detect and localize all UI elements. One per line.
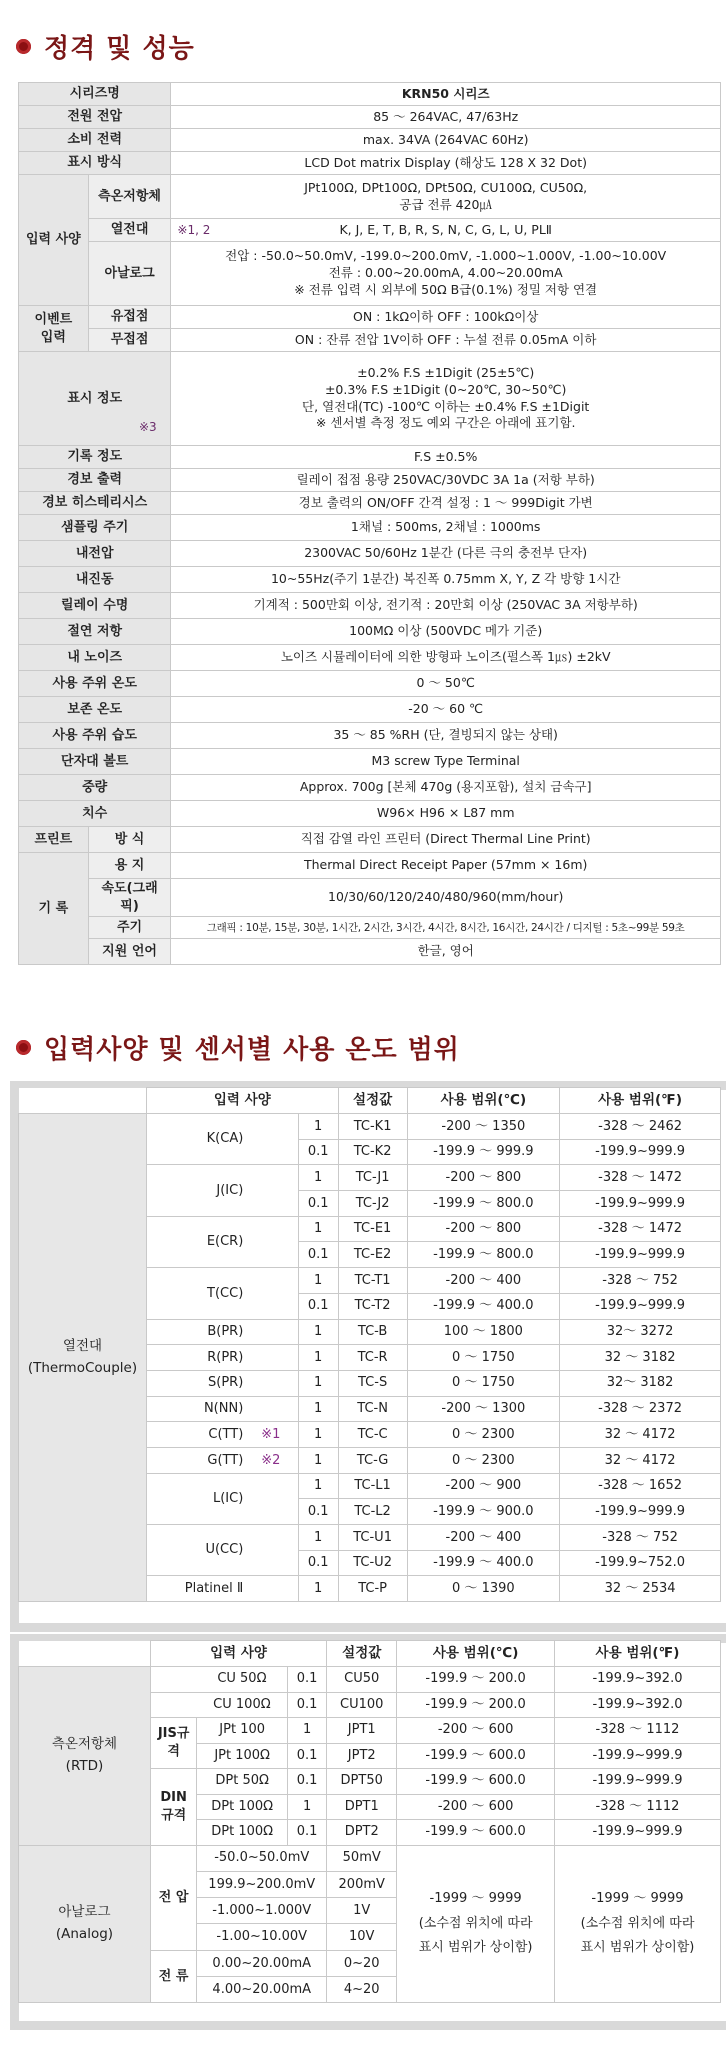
- analog-range: -1.000~1.000V: [197, 1898, 327, 1924]
- setting-value: TC-L2: [338, 1499, 407, 1525]
- sensor-type: B(PR): [146, 1319, 261, 1345]
- header-input-spec: 입력 사양: [150, 1641, 326, 1667]
- spec-key: 입력 사양: [19, 175, 89, 306]
- range-fahrenheit: -328 ～ 1112: [554, 1718, 720, 1744]
- spec-table: [18, 82, 721, 965]
- range-celsius: -199.9 ～ 800.0: [407, 1242, 560, 1268]
- spec-key: 시리즈명: [19, 83, 171, 106]
- spec-value: [171, 242, 721, 306]
- group-label-line: (Analog): [55, 1925, 114, 1942]
- group-label: [19, 1667, 151, 1846]
- spec-value: Approx. 700g [본체 470g (용지포함), 설치 금속구]: [171, 775, 721, 801]
- spec-value: 경보 출력의 ON/OFF 간격 설정 : 1 ～ 999Digit 가변: [171, 492, 721, 515]
- range-fahrenheit: 32 ～ 4172: [560, 1422, 721, 1448]
- spec-value: W96× H96 × L87 mm: [171, 801, 721, 827]
- resolution: 0.1: [288, 1692, 327, 1718]
- range-celsius: -199.9 ～ 200.0: [397, 1692, 555, 1718]
- sensor-type: CU 100Ω: [197, 1692, 288, 1718]
- section-title-specs: 정격 및 성능: [16, 26, 195, 66]
- resolution: 1: [298, 1165, 338, 1191]
- setting-value: TC-P: [338, 1576, 407, 1602]
- spec-value: 2300VAC 50/60Hz 1분간 (다른 극의 충전부 단자): [171, 541, 721, 567]
- range-celsius: -200 ～ 600: [397, 1718, 555, 1744]
- sensor-type: DPt 100Ω: [197, 1820, 288, 1846]
- spec-key: 기 록: [19, 853, 89, 965]
- tc-range-table: [18, 1087, 721, 1602]
- sensor-type: N(NN): [146, 1396, 261, 1422]
- resolution: 0.1: [288, 1667, 327, 1693]
- footnote-mark: [261, 1396, 298, 1422]
- spec-subkey: 용 지: [88, 853, 171, 879]
- footnote-mark: [261, 1216, 298, 1267]
- spec-key: 보존 온도: [19, 697, 171, 723]
- sensor-type: L(IC): [146, 1473, 261, 1524]
- group-label-line: 아날로그: [58, 1904, 111, 1921]
- range-fahrenheit: 32～ 3272: [560, 1319, 721, 1345]
- spec-key: 내전압: [19, 541, 171, 567]
- setting-value: TC-U1: [338, 1525, 407, 1551]
- spec-value: LCD Dot matrix Display (해상도 128 X 32 Dot): [171, 152, 721, 175]
- sensor-type: Platinel Ⅱ: [146, 1576, 261, 1602]
- setting-value: DPT50: [327, 1769, 397, 1795]
- range-celsius: -199.9 ～ 600.0: [397, 1769, 555, 1795]
- range-celsius: -200 ～ 1350: [407, 1114, 560, 1140]
- range-fahrenheit: -328 ～ 2462: [560, 1114, 721, 1140]
- range-line: -1999 ～ 9999: [429, 1890, 522, 1906]
- sensor-type: K(CA): [146, 1114, 261, 1165]
- spec-value: max. 34VA (264VAC 60Hz): [171, 129, 721, 152]
- spec-key: 표시 방식: [19, 152, 171, 175]
- range-fahrenheit: -328 ～ 1472: [560, 1216, 721, 1242]
- range-celsius: -200 ～ 400: [407, 1268, 560, 1294]
- setting-value: TC-B: [338, 1319, 407, 1345]
- analog-range: 4.00~20.00mA: [197, 1976, 327, 2002]
- spec-value: ON : 1kΩ이하 OFF : 100kΩ이상: [171, 306, 721, 329]
- setting-value: TC-K2: [338, 1139, 407, 1165]
- setting-value: TC-T2: [338, 1293, 407, 1319]
- spec-key: 치수: [19, 801, 171, 827]
- footnote-mark: ※1: [261, 1422, 298, 1448]
- range-line: 표시 범위가 상이함): [580, 1940, 695, 1956]
- footnote-mark: [261, 1370, 298, 1396]
- resolution: 1: [298, 1345, 338, 1371]
- setting-value: TC-C: [338, 1422, 407, 1448]
- range-fahrenheit: -328 ～ 1112: [554, 1794, 720, 1820]
- resolution: 1: [298, 1114, 338, 1140]
- range-celsius: -199.9 ～ 600.0: [397, 1743, 555, 1769]
- resolution: 1: [288, 1718, 327, 1744]
- spec-subkey: 지원 언어: [88, 939, 171, 965]
- setting-value: TC-J1: [338, 1165, 407, 1191]
- spec-value: 노이즈 시뮬레이터에 의한 방형파 노이즈(펄스폭 1㎲) ±2kV: [171, 645, 721, 671]
- sensor-type: E(CR): [146, 1216, 261, 1267]
- sensor-type: JPt 100: [197, 1718, 288, 1744]
- spec-value: 직접 감열 라인 프린터 (Direct Thermal Line Print): [171, 827, 721, 853]
- range-celsius: -200 ～ 800: [407, 1216, 560, 1242]
- resolution: 1: [298, 1370, 338, 1396]
- range-fahrenheit: -199.9~999.9: [560, 1242, 721, 1268]
- spec-key: 경보 히스테리시스: [19, 492, 171, 515]
- setting-value: 0~20: [327, 1950, 397, 1976]
- footnote-mark: [261, 1345, 298, 1371]
- spec-subkey: 아날로그: [88, 242, 171, 306]
- group-label: [19, 1114, 147, 1602]
- footnote-mark: [261, 1268, 298, 1319]
- resolution: 1: [298, 1268, 338, 1294]
- resolution: 0.1: [298, 1191, 338, 1217]
- analog-range: -50.0~50.0mV: [197, 1845, 327, 1871]
- setting-value: TC-L1: [338, 1473, 407, 1499]
- header-setting: 설정값: [327, 1641, 397, 1667]
- header-range-c: 사용 범위(℃): [397, 1641, 555, 1667]
- bullet-icon: [16, 39, 31, 54]
- footnote-mark: [261, 1319, 298, 1345]
- range-celsius: -199.9 ～ 999.9: [407, 1139, 560, 1165]
- group-label-line: 측온저항체: [51, 1736, 118, 1753]
- group-label-line: (RTD): [65, 1757, 104, 1774]
- range-celsius: -199.9 ～ 200.0: [397, 1667, 555, 1693]
- range-celsius: [397, 1845, 555, 2003]
- setting-value: TC-S: [338, 1370, 407, 1396]
- resolution: 0.1: [298, 1293, 338, 1319]
- analog-type: 전 류: [150, 1950, 196, 2003]
- range-celsius: -200 ～ 400: [407, 1525, 560, 1551]
- spec-subkey: 열전대: [88, 219, 171, 242]
- group-label-line: (ThermoCouple): [27, 1359, 138, 1376]
- sensor-type: C(TT): [146, 1422, 261, 1448]
- range-celsius: 0 ～ 1750: [407, 1370, 560, 1396]
- range-celsius: -199.9 ～ 800.0: [407, 1191, 560, 1217]
- range-celsius: 0 ～ 1750: [407, 1345, 560, 1371]
- resolution: 1: [298, 1525, 338, 1551]
- spec-key: 내 노이즈: [19, 645, 171, 671]
- resolution: 1: [298, 1473, 338, 1499]
- spec-value: [171, 352, 721, 446]
- range-fahrenheit: 32 ～ 3182: [560, 1345, 721, 1371]
- setting-value: JPT2: [327, 1743, 397, 1769]
- setting-value: DPT2: [327, 1820, 397, 1846]
- value-line: ※ 전류 입력 시 외부에 50Ω B급(0.1%) 정밀 저항 연결: [294, 281, 598, 297]
- value-text: K, J, E, T, B, R, S, N, C, G, L, U, PLⅡ: [339, 221, 552, 237]
- range-line: (소수점 위치에 따라: [580, 1915, 695, 1931]
- value-line: 단, 열전대(TC) -100℃ 이하는 ±0.4% F.S ±1Digit: [302, 398, 590, 414]
- resolution: 1: [288, 1794, 327, 1820]
- spec-value: KRN50 시리즈: [171, 83, 721, 106]
- spec-value: 기계적 : 500만회 이상, 전기적 : 20만회 이상 (250VAC 3A 저항부하): [171, 593, 721, 619]
- setting-value: 200mV: [327, 1871, 397, 1897]
- sensor-type: G(TT): [146, 1447, 261, 1473]
- spec-subkey: 무접점: [88, 329, 171, 352]
- resolution: 1: [298, 1576, 338, 1602]
- footnote-mark: [261, 1576, 298, 1602]
- blank-cell: [150, 1692, 196, 1718]
- setting-value: JPT1: [327, 1718, 397, 1744]
- setting-value: 4~20: [327, 1976, 397, 2002]
- setting-value: TC-K1: [338, 1114, 407, 1140]
- spec-key: 경보 출력: [19, 469, 171, 492]
- range-fahrenheit: -328 ～ 752: [560, 1525, 721, 1551]
- spec-subkey: 주기: [88, 917, 171, 939]
- spec-value: 35 ～ 85 %RH (단, 결빙되지 않는 상태): [171, 723, 721, 749]
- value-line: ±0.2% F.S ±1Digit (25±5℃): [357, 364, 535, 380]
- range-celsius: -199.9 ～ 400.0: [407, 1293, 560, 1319]
- resolution: 1: [298, 1396, 338, 1422]
- spec-value: [171, 175, 721, 219]
- range-fahrenheit: -199.9~999.9: [560, 1499, 721, 1525]
- footnote-mark: [261, 1525, 298, 1576]
- spec-subkey: 속도(그래픽): [88, 879, 171, 917]
- resolution: 1: [298, 1216, 338, 1242]
- setting-value: TC-E1: [338, 1216, 407, 1242]
- range-fahrenheit: -199.9~752.0: [560, 1550, 721, 1576]
- spec-value: M3 screw Type Terminal: [171, 749, 721, 775]
- sensor-type: R(PR): [146, 1345, 261, 1371]
- spec-key: 절연 저항: [19, 619, 171, 645]
- spec-key: [19, 306, 89, 352]
- setting-value: TC-J2: [338, 1191, 407, 1217]
- setting-value: DPT1: [327, 1794, 397, 1820]
- range-fahrenheit: -199.9~999.9: [554, 1769, 720, 1795]
- range-fahrenheit: -199.9~999.9: [554, 1743, 720, 1769]
- range-fahrenheit: 32～ 3182: [560, 1370, 721, 1396]
- value-line: JPt100Ω, DPt100Ω, DPt50Ω, CU100Ω, CU50Ω,: [304, 179, 588, 195]
- key-line: 입력: [40, 329, 66, 345]
- sensor-type: T(CC): [146, 1268, 261, 1319]
- analog-range: 0.00~20.00mA: [197, 1950, 327, 1976]
- setting-value: CU50: [327, 1667, 397, 1693]
- spec-value: F.S ±0.5%: [171, 446, 721, 469]
- range-fahrenheit: -199.9~392.0: [554, 1667, 720, 1693]
- resolution: 0.1: [298, 1242, 338, 1268]
- range-celsius: -199.9 ～ 400.0: [407, 1550, 560, 1576]
- spec-value: 그래픽 : 10분, 15분, 30분, 1시간, 2시간, 3시간, 4시간, 8시간, 16시간, 24시간 / 디지털 : 5초~99분 59초: [171, 917, 721, 939]
- analog-range: 199.9~200.0mV: [197, 1871, 327, 1897]
- range-celsius: -200 ～ 900: [407, 1473, 560, 1499]
- bullet-icon: [16, 1040, 31, 1055]
- value-line: ※ 센서별 측정 정도 예외 구간은 아래에 표기함.: [315, 415, 576, 431]
- spec-key: [19, 352, 171, 446]
- setting-value: TC-T1: [338, 1268, 407, 1294]
- spec-value: 10/30/60/120/240/480/960(mm/hour): [171, 879, 721, 917]
- analog-range: -1.00~10.00V: [197, 1924, 327, 1950]
- spec-value: 100MΩ 이상 (500VDC 메가 기준): [171, 619, 721, 645]
- sensor-type: DPt 100Ω: [197, 1794, 288, 1820]
- range-celsius: -200 ～ 1300: [407, 1396, 560, 1422]
- table-row: [19, 1845, 721, 1871]
- setting-value: TC-U2: [338, 1550, 407, 1576]
- range-celsius: 0 ～ 2300: [407, 1447, 560, 1473]
- analog-type: 전 압: [150, 1845, 196, 1950]
- key-text: 표시 정도: [67, 390, 123, 406]
- spec-subkey: 방 식: [88, 827, 171, 853]
- spec-key: 사용 주위 온도: [19, 671, 171, 697]
- spec-subkey: 유접점: [88, 306, 171, 329]
- standard-label: DIN규격: [150, 1769, 196, 1846]
- range-line: 표시 범위가 상이함): [418, 1940, 533, 1956]
- sensor-type: CU 50Ω: [197, 1667, 288, 1693]
- spec-key: 릴레이 수명: [19, 593, 171, 619]
- setting-value: CU100: [327, 1692, 397, 1718]
- range-celsius: -199.9 ～ 600.0: [397, 1820, 555, 1846]
- range-fahrenheit: -199.9~999.9: [560, 1191, 721, 1217]
- sensor-type: JPt 100Ω: [197, 1743, 288, 1769]
- range-line: (소수점 위치에 따라: [418, 1915, 533, 1931]
- spec-value: [171, 219, 721, 242]
- range-celsius: 100 ～ 1800: [407, 1319, 560, 1345]
- range-fahrenheit: -328 ～ 1472: [560, 1165, 721, 1191]
- range-fahrenheit: 32 ～ 2534: [560, 1576, 721, 1602]
- resolution: 1: [298, 1319, 338, 1345]
- range-fahrenheit: -199.9~999.9: [560, 1139, 721, 1165]
- spec-value: 릴레이 접점 용량 250VAC/30VDC 3A 1a (저항 부하): [171, 469, 721, 492]
- spec-value: 10~55Hz(주기 1분간) 복진폭 0.75mm X, Y, Z 각 방향 1시간: [171, 567, 721, 593]
- spec-key: 기록 정도: [19, 446, 171, 469]
- section-title-ranges: 입력사양 및 센서별 사용 온도 범위: [16, 1027, 460, 1067]
- spec-value: 85 ～ 264VAC, 47/63Hz: [171, 106, 721, 129]
- range-celsius: 0 ～ 1390: [407, 1576, 560, 1602]
- spec-value: ON : 잔류 전압 1V이하 OFF : 누설 전류 0.05mA 이하: [171, 329, 721, 352]
- value-line: 공급 전류 420㎂: [399, 196, 492, 212]
- setting-value: TC-G: [338, 1447, 407, 1473]
- range-fahrenheit: -199.9~999.9: [554, 1820, 720, 1846]
- setting-value: 10V: [327, 1924, 397, 1950]
- range-celsius: -200 ～ 600: [397, 1794, 555, 1820]
- header-input-spec: 입력 사양: [146, 1088, 338, 1114]
- spec-key: 사용 주위 습도: [19, 723, 171, 749]
- range-celsius: -200 ～ 800: [407, 1165, 560, 1191]
- range-fahrenheit: -328 ～ 2372: [560, 1396, 721, 1422]
- spec-key: 중량: [19, 775, 171, 801]
- spec-key: 내진동: [19, 567, 171, 593]
- spec-value: 0 ～ 50℃: [171, 671, 721, 697]
- spec-key: 샘플링 주기: [19, 515, 171, 541]
- footnote-mark: [261, 1165, 298, 1216]
- range-fahrenheit: -199.9~392.0: [554, 1692, 720, 1718]
- range-fahrenheit: -328 ～ 752: [560, 1268, 721, 1294]
- range-fahrenheit: -199.9~999.9: [560, 1293, 721, 1319]
- resolution: 1: [298, 1422, 338, 1448]
- setting-value: TC-N: [338, 1396, 407, 1422]
- sensor-type: DPt 50Ω: [197, 1769, 288, 1795]
- spec-value: Thermal Direct Receipt Paper (57mm × 16m): [171, 853, 721, 879]
- header-range-f: 사용 범위(℉): [554, 1641, 720, 1667]
- footnote-mark: ※2: [261, 1447, 298, 1473]
- spec-key: 소비 전력: [19, 129, 171, 152]
- resolution: 1: [298, 1447, 338, 1473]
- range-fahrenheit: -328 ～ 1652: [560, 1473, 721, 1499]
- spec-subkey: 측온저항체: [88, 175, 171, 219]
- value-line: 전류 : 0.00~20.00mA, 4.00~20.00mA: [328, 265, 563, 281]
- key-line: 이벤트: [34, 311, 73, 327]
- range-celsius: -199.9 ～ 900.0: [407, 1499, 560, 1525]
- resolution: 0.1: [288, 1820, 327, 1846]
- table-row: [19, 1114, 721, 1140]
- rtd-range-table: [18, 1640, 721, 2003]
- range-fahrenheit: [554, 1845, 720, 2003]
- spec-key: 프린트: [19, 827, 89, 853]
- spec-key: 단자대 볼트: [19, 749, 171, 775]
- sensor-type: S(PR): [146, 1370, 261, 1396]
- footnote-mark: [261, 1473, 298, 1524]
- standard-label: JIS규격: [150, 1718, 196, 1769]
- group-label: [19, 1845, 151, 2003]
- resolution: 0.1: [298, 1550, 338, 1576]
- range-line: -1999 ～ 9999: [591, 1890, 684, 1906]
- setting-value: 1V: [327, 1898, 397, 1924]
- footnote-mark: ※1, 2: [177, 222, 211, 237]
- range-fahrenheit: 32 ～ 4172: [560, 1447, 721, 1473]
- spec-value: 1채널 : 500ms, 2채널 : 1000ms: [171, 515, 721, 541]
- range-celsius: 0 ～ 2300: [407, 1422, 560, 1448]
- group-label-line: 열전대: [62, 1337, 103, 1354]
- resolution: 0.1: [298, 1139, 338, 1165]
- header-range-c: 사용 범위(℃): [407, 1088, 560, 1114]
- spec-value: -20 ～ 60 ℃: [171, 697, 721, 723]
- value-line: ±0.3% F.S ±1Digit (0~20℃, 30~50℃): [324, 381, 567, 397]
- footnote-mark: ※3: [139, 419, 157, 434]
- setting-value: TC-E2: [338, 1242, 407, 1268]
- blank-cell: [150, 1667, 196, 1693]
- spec-value: 한글, 영어: [171, 939, 721, 965]
- header-setting: 설정값: [338, 1088, 407, 1114]
- table-row: [19, 1667, 721, 1693]
- resolution: 0.1: [288, 1743, 327, 1769]
- resolution: 0.1: [298, 1499, 338, 1525]
- value-line: 전압 : -50.0~50.0mV, -199.0~200.0mV, -1.000~1.000V, -1.00~10.00V: [225, 248, 667, 264]
- footnote-mark: [261, 1114, 298, 1165]
- resolution: 0.1: [288, 1769, 327, 1795]
- spec-key: 전원 전압: [19, 106, 171, 129]
- setting-value: 50mV: [327, 1845, 397, 1871]
- sensor-type: U(CC): [146, 1525, 261, 1576]
- setting-value: TC-R: [338, 1345, 407, 1371]
- header-range-f: 사용 범위(℉): [560, 1088, 721, 1114]
- sensor-type: J(IC): [146, 1165, 261, 1216]
